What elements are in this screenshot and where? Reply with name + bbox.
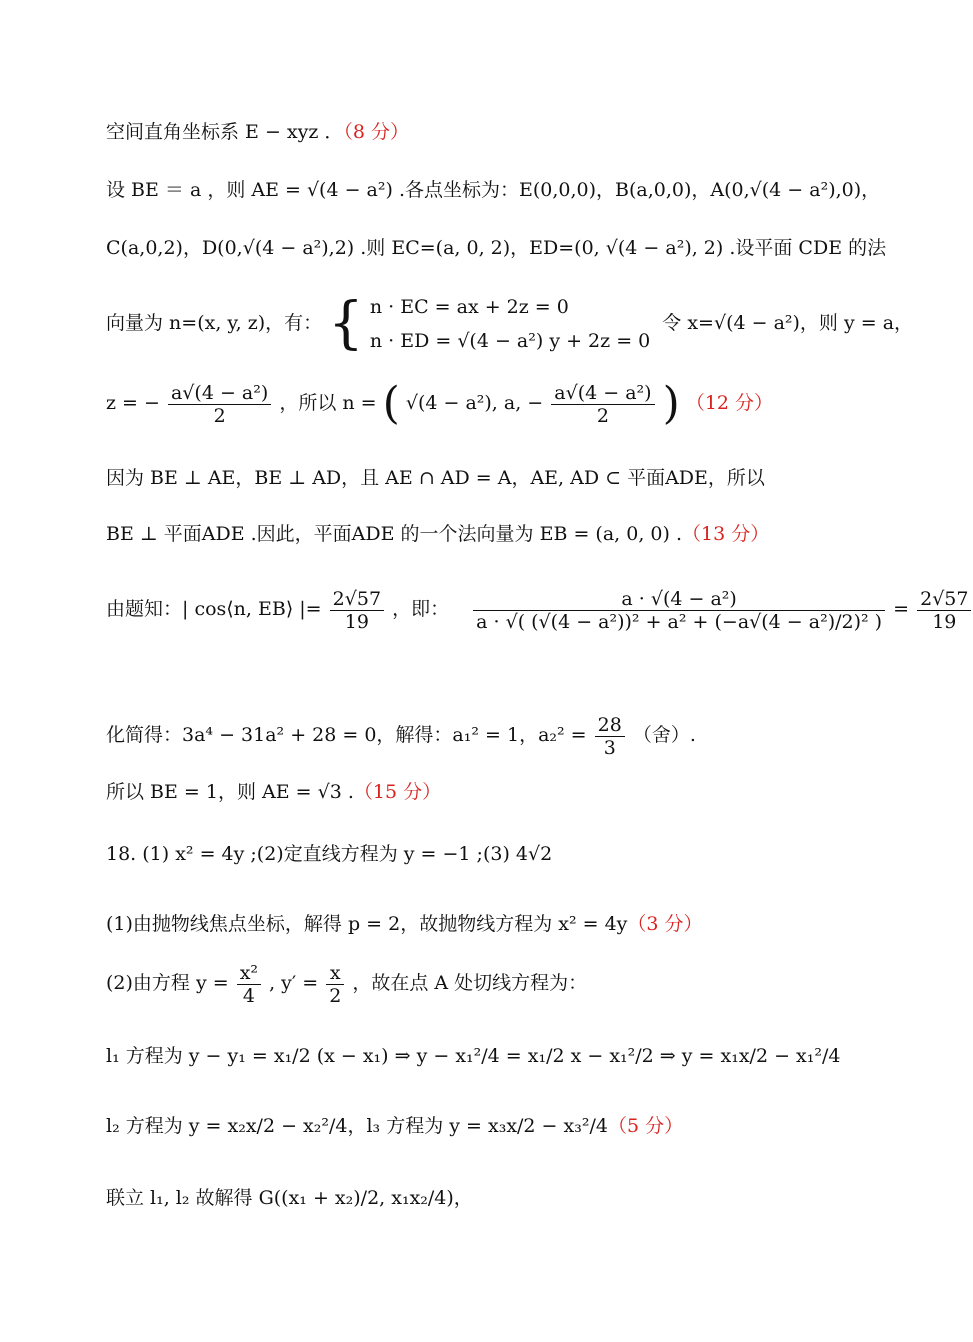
fraction xyxy=(237,962,261,1007)
line-text: , y′ = xyxy=(269,972,319,994)
denominator: a · √( (√(4 − a²))² + a² + (−a√(4 − a²)/2)² ) xyxy=(476,610,883,633)
line-text: l₂ 方程为 y = x₂x/2 − x₂²/4，l₃ 方程为 y = x₃x/2 − x₃²/4 xyxy=(106,1115,608,1137)
numerator: 28 xyxy=(595,714,625,737)
denominator: 3 xyxy=(603,736,616,759)
line-text: l₁ 方程为 y − y₁ = x₁/2 (x − x₁) ⇒ y − x₁²/4 = x₁/2 x − x₁²/2 ⇒ y = x₁x/2 − x₁²/4 xyxy=(106,1045,841,1067)
left-paren: ( xyxy=(382,378,400,429)
big-fraction xyxy=(473,588,885,633)
line-parabola-equation xyxy=(106,912,703,936)
denominator: 19 xyxy=(344,610,369,633)
score-badge: （13 分） xyxy=(682,523,770,545)
line-coordinate-system xyxy=(106,120,409,144)
fraction xyxy=(595,714,625,759)
line-perpendicular xyxy=(106,466,765,490)
line-text: 18. (1) x² = 4y ;(2)定直线方程为 y = −1 ;(3) 4√2 xyxy=(106,843,553,865)
line-point-coordinates xyxy=(106,178,880,202)
numerator: x² xyxy=(237,962,261,985)
fraction xyxy=(330,588,384,633)
right-paren: ) xyxy=(662,378,680,429)
denominator: 2 xyxy=(329,984,342,1007)
line-intersection-g xyxy=(106,1186,473,1210)
denominator: 2 xyxy=(213,404,226,427)
line-text: (2)由方程 y = xyxy=(106,972,229,994)
fraction xyxy=(326,962,344,1007)
numerator: 2√57 xyxy=(330,588,384,611)
score-badge: （15 分） xyxy=(353,781,442,803)
line-cosine-equation xyxy=(106,586,973,633)
line-text: 由题知：| cos⟨n, EB⟩ |= xyxy=(106,598,322,620)
equation-system xyxy=(370,290,650,358)
line-text: 所以 BE = 1，则 AE = √3 . xyxy=(106,781,354,803)
line-text: C(a,0,2)，D(0,√(4 − a²),2) .则 EC=(a, 0, 2)，ED=(0, √(4 − a²), 2) .设平面 CDE 的法 xyxy=(106,237,887,259)
equals-sign: = xyxy=(893,598,910,620)
score-badge: （3 分） xyxy=(627,913,703,935)
line-text: 因为 BE ⊥ AE，BE ⊥ AD，且 AE ∩ AD = A，AE, AD ⊂ 平面ADE，所以 xyxy=(106,467,765,489)
line-conclusion xyxy=(106,780,441,804)
fraction xyxy=(168,382,271,427)
line-problem-18-answer xyxy=(106,842,552,866)
line-text: ，所以 n = xyxy=(279,392,377,414)
line-text: 设 BE ＝ a ，则 AE = √(4 − a²) .各点坐标为：E(0,0,0)，B(a,0,0)，A(0,√(4 − a²),0)， xyxy=(106,179,881,201)
score-badge: （5 分） xyxy=(607,1115,684,1137)
line-simplify xyxy=(106,712,696,759)
fraction xyxy=(551,382,654,427)
line-text: 令 x=√(4 − a²)，则 y = a， xyxy=(662,312,914,334)
line-text: ，故在点 A 处切线方程为： xyxy=(352,972,588,994)
numerator: x xyxy=(326,962,344,985)
line-plane-normal xyxy=(106,522,769,546)
equation-2: n · ED = √(4 − a²) y + 2z = 0 xyxy=(369,330,651,352)
score-badge: （12 分） xyxy=(685,392,774,414)
line-text: √(4 − a²), a, − xyxy=(405,392,544,414)
left-brace: { xyxy=(328,291,364,356)
denominator: 2 xyxy=(596,404,609,427)
line-text: （舍）. xyxy=(632,724,696,746)
line-derivative xyxy=(106,960,587,1007)
line-normal-vector-result xyxy=(106,380,773,427)
score-badge: （8 分） xyxy=(343,121,410,143)
line-text: 化简得：3a⁴ − 31a² + 28 = 0，解得：a₁² = 1，a₂² = xyxy=(106,724,587,746)
line-tangent-l2-l3 xyxy=(106,1114,683,1138)
numerator: a√(4 − a²) xyxy=(168,382,271,405)
equation-1: n · EC = ax + 2z = 0 xyxy=(369,296,569,318)
line-text: ，即： xyxy=(392,598,450,620)
line-tangent-l1 xyxy=(106,1044,840,1068)
line-normal-vector-system xyxy=(106,290,913,358)
line-text: 向量为 n=(x, y, z)，有： xyxy=(106,312,323,334)
denominator: 19 xyxy=(932,610,957,633)
line-text: z = − xyxy=(106,392,160,414)
denominator: 4 xyxy=(242,984,255,1007)
numerator: a · √(4 − a²) xyxy=(473,588,885,611)
line-vectors xyxy=(106,236,886,260)
line-text: 联立 l₁, l₂ 故解得 G((x₁ + x₂)/2, x₁x₂/4)， xyxy=(106,1187,473,1209)
line-text: 空间直角坐标系 E − xyz ． xyxy=(106,121,344,143)
numerator: 2√57 xyxy=(917,588,971,611)
line-text: BE ⊥ 平面ADE .因此，平面ADE 的一个法向量为 EB = (a, 0, 0) . xyxy=(106,523,682,545)
fraction xyxy=(917,588,971,633)
line-text: (1)由抛物线焦点坐标，解得 p = 2，故抛物线方程为 x² = 4y xyxy=(106,913,628,935)
numerator: a√(4 − a²) xyxy=(551,382,654,405)
